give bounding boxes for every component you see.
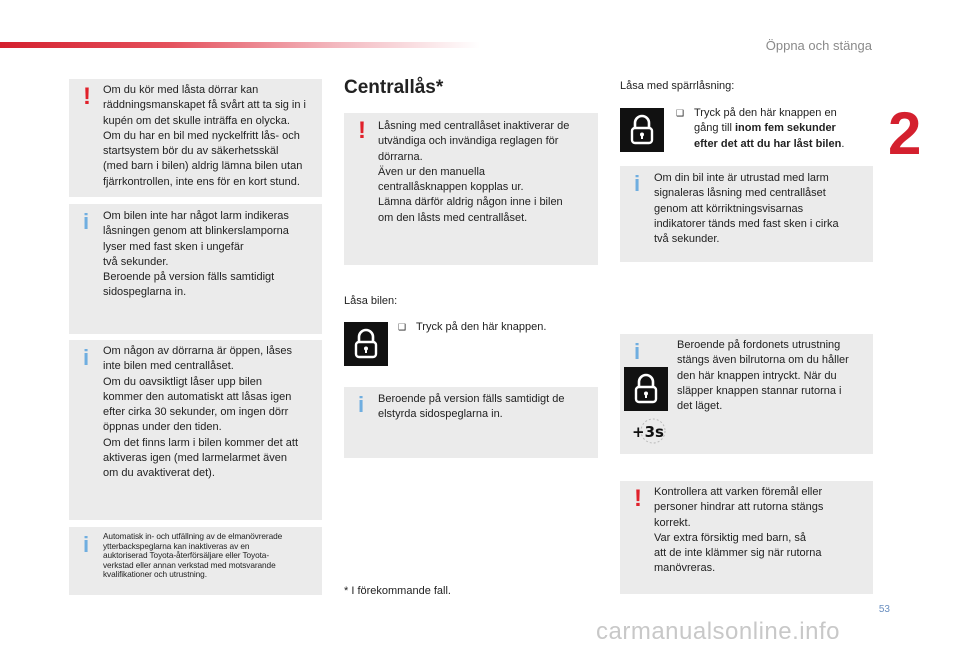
padlock-icon [624,367,668,411]
info-box-alarm [69,204,322,334]
warning-box-locked-doors [69,79,322,197]
deadlock-label: Låsa med spärrlåsning: [620,80,735,92]
info-box-no-deadlock [620,166,873,262]
timer-label: +3s [632,423,664,441]
timer-3s-icon [626,414,670,448]
deadlock-step-prefix: Tryck på den här knappen en gång till [694,107,837,135]
padlock-icon [344,322,388,366]
header-accent-bar [0,42,480,48]
section-title: Öppna och stänga [765,38,872,53]
info-box-mirrors [344,387,598,458]
info-icon: i [83,345,90,370]
deadlock-step-text [694,106,870,152]
step-bullet-icon: ❑ [398,322,407,332]
info-text-small: Automatisk in- och utfällning av de elmanövrerade ytterbackspeglarna kan inaktiveras av en auktoriserad Toyota-återförsäljare eller Toyota- verkstad eller annan verkstad med motsvarande kvalifikationer och utrustning. [103,531,283,580]
warning-box-central-lock [344,113,598,265]
padlock-icon [620,108,664,152]
footnote: * I förekommande fall. [344,585,451,597]
section-heading: Centrallås* [344,77,444,98]
lock-step [398,320,588,335]
info-text: Om bilen inte har något larm indikeras låsningen genom att blinkerslamporna lyser med fast sken i ungefär två sekunder. Beroende på version fälls samtidigt sidospeglarna in. [103,210,289,299]
chapter-number: 2 [888,100,922,167]
warning-box-windows [620,481,873,594]
info-icon: i [83,209,90,234]
exclamation-icon: ! [358,117,366,144]
warning-text: Låsning med centrallåset inaktiverar de utvändiga och invändiga reglagen för dörrarna. Även ur den manuella centrallåsknappen kopplas ur. Lämna därför aldrig någon inne i bilen om den låsts med centrallåset. [378,120,570,224]
warning-text: Om du kör med låsta dörrar kan räddningsmanskapet få svårt att ta sig in i kupén om det skulle inträffa en olycka. Om du har en bil med nyckelfritt lås- och startsystem bör du av säkerhetsskäl (med barn i bilen) aldrig lämna bilen utan fjärrkontrollen, inte ens för en kort stund. [103,84,306,188]
page-number: 53 [878,604,890,615]
info-text: Beroende på fordonets utrustning stängs även bilrutorna om du håller den här knappen intryckt. När du släpper knappen stannar rutorna i det läget. [677,339,849,413]
lock-label: Låsa bilen: [344,295,398,307]
step-bullet-icon: ❑ [676,108,685,118]
lock-step-text: Tryck på den här knappen. [416,321,547,333]
info-text: Om din bil inte är utrustad med larm signaleras låsning med centrallåset genom att körriktningsvisarnas indikatorer tänds med fast sken i cirka två sekunder. [654,172,839,246]
info-text: Om någon av dörrarna är öppen, låses inte bilen med centrallåset. Om du oavsiktligt låser upp bilen kommer den automatiskt att låsas igen efter cirka 30 sekunder, om ingen dörr öppnas under den tiden. Om det finns larm i bilen kommer det att aktiveras igen (med larmelarmet även om du avaktiverat det). [103,345,299,480]
info-box-mirrors-small [69,527,322,595]
info-icon: i [634,171,641,196]
exclamation-icon: ! [634,485,642,512]
info-icon: i [83,532,90,557]
deadlock-step-emphasis: inom fem sekunder efter det att du har låst bilen [694,122,842,150]
warning-text: Kontrollera att varken föremål eller personer hindrar att rutorna stängs korrekt. Var extra försiktig med barn, så att de inte klämmer sig när rutorna manövreras. [654,486,824,575]
deadlock-step [676,106,872,152]
info-text: Beroende på version fälls samtidigt de elstyrda sidospeglarna in. [378,393,565,421]
deadlock-step-suffix: . [841,137,845,150]
info-icon: i [634,339,641,364]
watermark: carmanualsonline.info [596,618,840,645]
info-icon: i [358,392,365,417]
exclamation-icon: ! [83,83,91,110]
info-box-door-open [69,340,322,520]
